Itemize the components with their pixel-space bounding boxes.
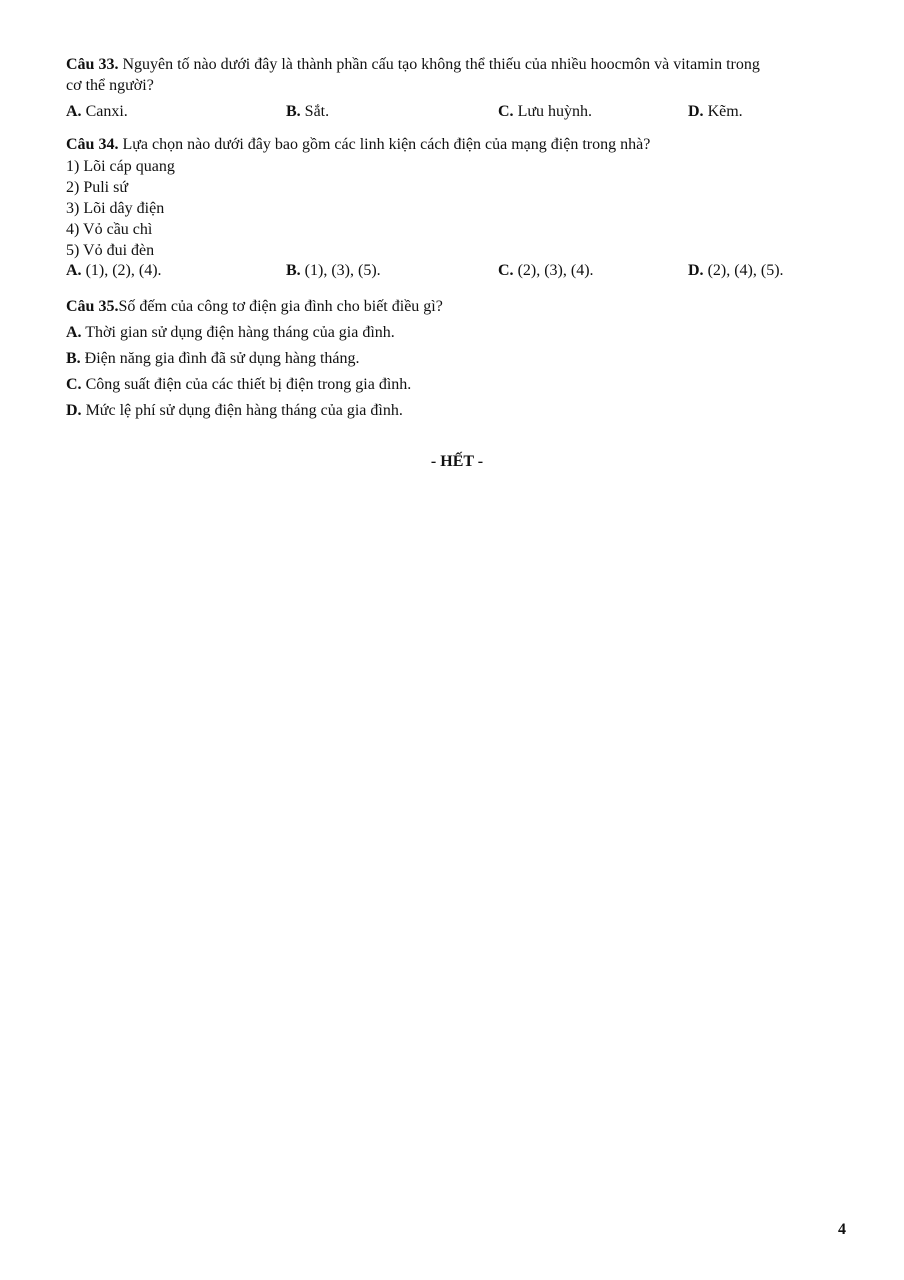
option-key: A.: [66, 324, 82, 341]
option-text: Thời gian sử dụng điện hàng tháng của gia đình.: [81, 324, 395, 341]
q34-text: Lựa chọn nào dưới đây bao gồm các linh kiện cách điện của mạng điện trong nhà?: [118, 136, 651, 153]
q33-line1: [66, 55, 760, 75]
option-text: Điện năng gia đình đã sử dụng hàng tháng.: [80, 350, 360, 367]
q34-option-c: [498, 261, 594, 281]
q33-option-a: [66, 102, 128, 122]
option-text: Công suất điện của các thiết bị điện trong gia đình.: [81, 376, 412, 393]
option-key: C.: [498, 103, 514, 120]
option-key: B.: [286, 262, 301, 279]
option-text: (2), (3), (4).: [513, 262, 594, 279]
q33-text-line2: cơ thể người?: [66, 77, 154, 94]
q35-text: Số đếm của công tơ điện gia đình cho biết điều gì?: [118, 298, 443, 315]
option-key: C.: [66, 376, 82, 393]
q34-label: Câu 34.: [66, 136, 119, 153]
q33-label: Câu 33.: [66, 56, 119, 73]
option-key: B.: [286, 103, 301, 120]
page-number: 4: [838, 1221, 846, 1238]
q34-item-4: 4) Vỏ cầu chì: [66, 221, 153, 238]
q34-item-1: 1) Lõi cáp quang: [66, 158, 175, 175]
q34-question: [66, 135, 650, 155]
option-key: D.: [66, 402, 82, 419]
q35-option-d: [66, 401, 403, 421]
q34-option-b: [286, 261, 381, 281]
option-key: C.: [498, 262, 514, 279]
q34-item-5: 5) Vỏ đui đèn: [66, 242, 155, 259]
option-text: (1), (2), (4).: [81, 262, 162, 279]
option-text: (2), (4), (5).: [703, 262, 784, 279]
q35-option-a: [66, 323, 395, 343]
q34-item-2: 2) Puli sứ: [66, 179, 129, 196]
option-key: B.: [66, 350, 81, 367]
q33-option-b: [286, 102, 329, 122]
q34-option-a: [66, 261, 162, 281]
option-key: A.: [66, 262, 82, 279]
option-text: Mức lệ phí sử dụng điện hàng tháng của gia đình.: [81, 402, 403, 419]
option-key: D.: [688, 103, 704, 120]
option-text: Lưu huỳnh.: [513, 103, 593, 120]
q33-options: [66, 102, 846, 122]
option-key: D.: [688, 262, 704, 279]
q34-item-3: 3) Lõi dây điện: [66, 200, 165, 217]
end-marker: - HẾT -: [430, 453, 484, 470]
q33-option-d: [688, 102, 743, 122]
option-text: (1), (3), (5).: [300, 262, 381, 279]
option-text: Canxi.: [81, 103, 128, 120]
q35-option-c: [66, 375, 411, 395]
q35-option-b: [66, 349, 360, 369]
q33-option-c: [498, 102, 592, 122]
q34-options: [66, 261, 846, 281]
q33-text-line1: Nguyên tố nào dưới đây là thành phần cấu tạo không thể thiếu của nhiều hoocmôn và vitamin trong: [118, 56, 760, 73]
q35-label: Câu 35.: [66, 298, 119, 315]
option-text: Sắt.: [300, 103, 330, 120]
q34-option-d: [688, 261, 784, 281]
option-text: Kẽm.: [703, 103, 743, 120]
q35-question: [66, 297, 443, 317]
option-key: A.: [66, 103, 82, 120]
